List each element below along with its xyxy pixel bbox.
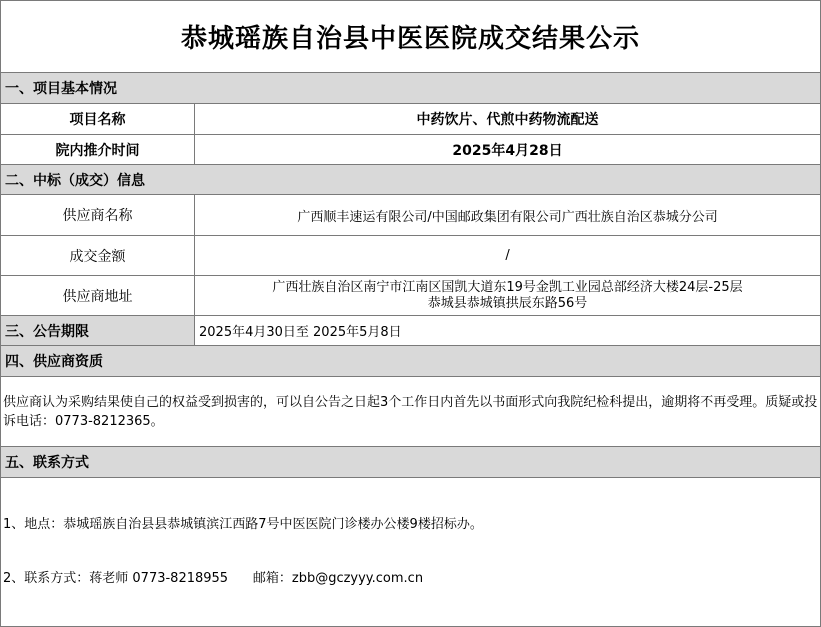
recommend-time-label: 院内推介时间 xyxy=(1,135,195,165)
project-name-label: 项目名称 xyxy=(1,104,195,135)
section-heading-notice-period: 三、公告期限 xyxy=(1,316,195,346)
page-title: 恭城瑶族自治县中医医院成交结果公示 xyxy=(1,1,821,73)
deal-amount-label: 成交金额 xyxy=(1,236,195,276)
section-heading-award-info: 二、中标（成交）信息 xyxy=(1,165,821,195)
section-heading-contact: 五、联系方式 xyxy=(1,447,821,478)
supplier-name-label: 供应商名称 xyxy=(1,195,195,236)
notice-period-value: 2025年4月30日至 2025年5月8日 xyxy=(195,316,821,346)
supplier-address-line1: 广西壮族自治区南宁市江南区国凯大道东19号金凯工业园总部经济大楼24层-25层 xyxy=(272,279,743,295)
contact-phone-email: 2、联系方式：蒋老师 0773-8218955 邮箱：zbb@gczyyy.com.cn xyxy=(3,571,424,586)
supplier-address-value xyxy=(195,276,821,316)
supplier-address-line2: 恭城县恭城镇拱辰东路56号 xyxy=(427,295,588,311)
supplier-name-value: 广西顺丰速运有限公司/中国邮政集团有限公司广西壮族自治区恭城分公司 xyxy=(195,195,821,236)
contact-address: 1、地点：恭城瑶族自治县县恭城镇滨江西路7号中医医院门诊楼办公楼9楼招标办。 xyxy=(3,517,483,532)
deal-amount-value: / xyxy=(195,236,821,276)
project-name-value: 中药饮片、代煎中药物流配送 xyxy=(195,104,821,135)
section-heading-supplier-qualification: 四、供应商资质 xyxy=(1,346,821,377)
supplier-address-label: 供应商地址 xyxy=(1,276,195,316)
contact-block xyxy=(1,478,821,627)
qualification-text: 供应商认为采购结果使自己的权益受到损害的，可以自公告之日起3个工作日内首先以书面形式向我院纪检科提出，逾期将不再受理。质疑或投诉电话：0773-8212365。 xyxy=(1,377,821,447)
recommend-time-value: 2025年4月28日 xyxy=(195,135,821,165)
section-heading-basic-info: 一、项目基本情况 xyxy=(1,73,821,104)
